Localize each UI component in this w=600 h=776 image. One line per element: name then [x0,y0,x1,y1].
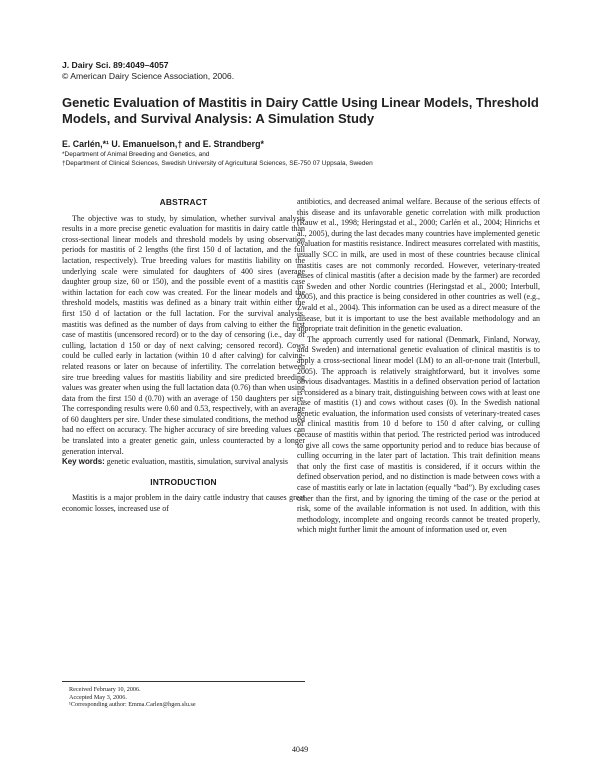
footnotes [62,681,305,709]
intro-paragraph-1-start [62,493,305,514]
affiliation-1: *Department of Animal Breeding and Genetics, and [62,151,210,158]
received-date: Received February 10, 2006. [69,686,141,693]
affiliations [62,151,373,168]
keywords [62,457,305,468]
abstract-text: The objective was to study, by simulation, whether survival analysis results in a more precise genetic evaluation for mastitis in dairy cattle than cross-sectional linear models and threshold models by using observation periods for mastitis of 2 lengths (the first 150 d of lactation, and the full lactation, respectively). True breeding values for mastitis liability on the underlying scale were simulated for daughters of 400 sires (average daughter group size, 60 or 150), and the possible event of a mastitis case within lactation for each cow was created. For the linear models and the threshold models, mastitis was defined as a binary trait within either the first 150 d of lactation or the full lactation. For the survival analysis, mastitis was defined as the number of days from calving to either the first case of mastitis (uncensored record) or to the day of censoring (i.e., day of culling, lactation d 150 or day of next calving; censored record). Cows could be culled early in lactation (within 10 d after calving) for calving-related reasons or later on because of infertility. The correlation between sire true breeding values for mastitis liability and sire predicted breeding values was greater when using the full lactation data (0.76) than when using data from the first 150 d (0.70) with an average of 150 daughters per sire. The corresponding results were 0.60 and 0.53, respectively, with an average of 60 daughters per sire. Under these simulated conditions, the method used had no effect on accuracy. The higher accuracy of sire breeding values can be translated into a greater genetic gain, unless counteracted by a longer generation interval. [62,213,305,456]
affiliation-2: †Department of Clinical Sciences, Swedish University of Agricultural Sciences, SE-750 07 Uppsala, Sweden [62,159,373,167]
author-list: E. Carlén,*¹ U. Emanuelson,† and E. Strandberg* [62,139,264,149]
keywords-label: Key words: [62,457,105,467]
intro-paragraph-1-cont [297,197,540,335]
accepted-date: Accepted May 3, 2006. [69,693,127,701]
copyright-line: © American Dairy Science Association, 2006. [62,71,235,81]
paper-title: Genetic Evaluation of Mastitis in Dairy Cattle Using Linear Models, Threshold Models, and Survival Analysis: A Simulation Study [62,95,539,126]
journal-citation: J. Dairy Sci. 89:4049–4057 [62,60,169,70]
left-column [62,197,305,515]
introduction-heading: INTRODUCTION [150,476,217,487]
intro-text-right: antibiotics, and decreased animal welfare. Because of the serious effects of this disease and its unfavorable genetic correlation with milk production (Rauw et al., 1998; Heringstad et al., 2000; Carlén et al., 2004; Hinrichs et al., 2005), during the last decades many countries have implemented genetic evaluation for mastitis resistance. Indirect measures correlated with mastitis, usually SCC in milk, are used in most of these countries because clinical mastitis cases are not commonly recorded. However, veterinary-treated cases of clinical mastitis (after a decision made by the farmer) are recorded in Sweden and other Nordic countries (Heringstad et al., 2000; Interbull, 2005), and this practice is being considered in other countries as well (e.g., Zwald et al., 2004). This information can be used as a direct measure of the disease, but it is important to use the best available methodology and an appropriate trait definition in the genetic evaluation. [297,197,540,334]
intro-paragraph-2: The approach currently used for national (Denmark, Finland, Norway, and Sweden) and international genetic evaluation of clinical mastitis is to apply a cross-sectional linear model (LM) to an all-or-none trait (Interbull, 2005). The approach is relatively straightforward, but it involves some obvious disadvantages. Mastitis in a defined observation period of lactation is considered as a binary trait, distinguishing between cows with at least one case of mastitis (1) and cows without cases (0). In the Swedish national genetic evaluation, the information used consists of veterinary-treated cases of clinical mastitis from 10 d before to 150 d after calving, or culling because of mastitis within that period. The restricted period was introduced to give all cows the same opportunity period and to reduce bias because of culling occurring in the later part of lactation. This trait definition means that only the first case of mastitis is considered, if it occurs within the defined observation period, and no distinction is made between cows with a case of mastitis early or late in lactation (equally “bad”). By excluding cases other than the first, and by ignoring the timing of the case or the period at risk, some of the available information is not used. In addition, with this methodology, incomplete and ongoing records cannot be treated properly, which might further limit the amount of information used or, even [297,334,540,535]
keywords-text: genetic evaluation, mastitis, simulation, survival analysis [106,457,288,467]
right-column [297,197,540,536]
intro-text-left: Mastitis is a major problem in the dairy cattle industry that causes great economic losses, increased use of [62,493,305,514]
corresponding-author: ¹Corresponding author: Emma.Carlen@hgen.slu.se [69,701,196,709]
abstract-heading: ABSTRACT [159,197,208,207]
journal-header [62,60,234,82]
page-number: 4049 [291,745,309,754]
